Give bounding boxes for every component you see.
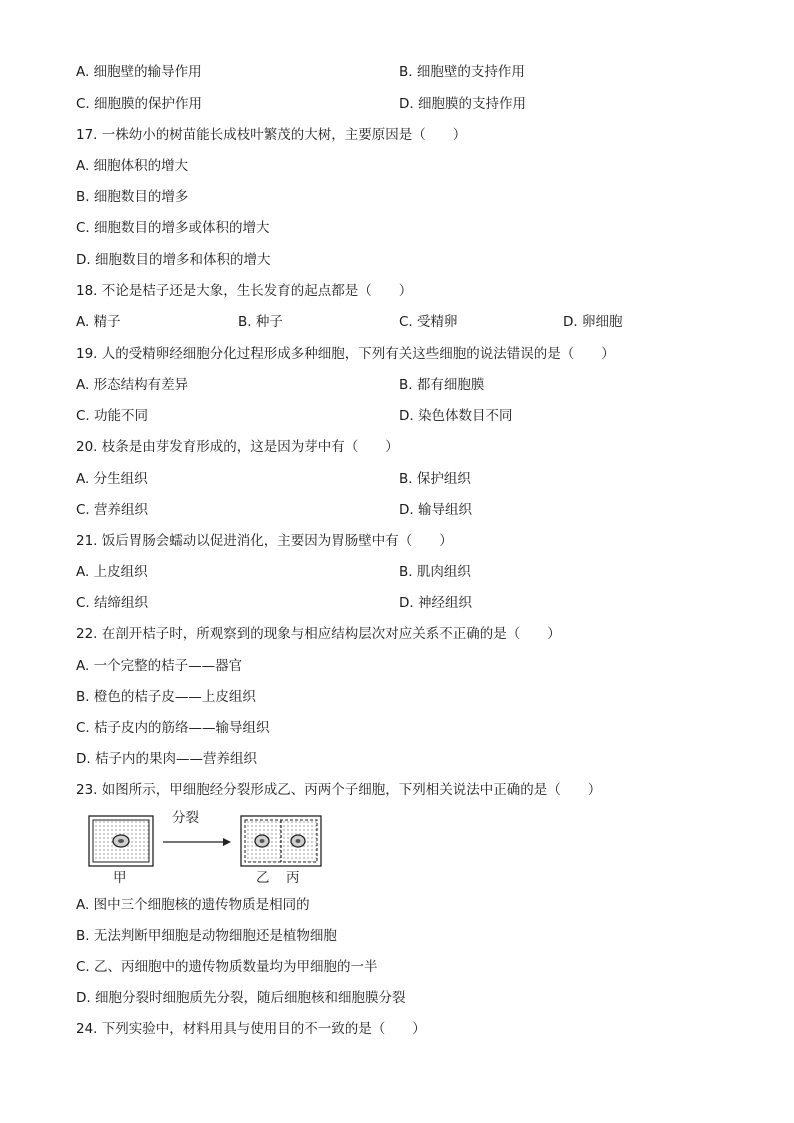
cell-division-diagram [86, 812, 326, 872]
q18-option-b: B. 种子 [238, 314, 283, 330]
q18-option-a: A. 精子 [76, 314, 121, 330]
arrow-label-fenlie: 分裂 [172, 810, 199, 826]
q24-stem: 24. 下列实验中，材料用具与使用目的不一致的是（ ） [76, 1021, 426, 1037]
q19-option-a: A. 形态结构有差异 [76, 377, 189, 393]
q19-option-b: B. 都有细胞膜 [399, 377, 485, 393]
label-bing: 丙 [286, 870, 300, 886]
q23-stem: 23. 如图所示，甲细胞经分裂形成乙、丙两个子细胞，下列相关说法中正确的是（ ） [76, 782, 602, 798]
q18-option-c: C. 受精卵 [399, 314, 458, 330]
q23-option-b: B. 无法判断甲细胞是动物细胞还是植物细胞 [76, 928, 337, 944]
q16-option-c: C. 细胞膜的保护作用 [76, 96, 203, 112]
q22-stem: 22. 在剖开桔子时，所观察到的现象与相应结构层次对应关系不正确的是（ ） [76, 626, 561, 642]
q20-option-d: D. 输导组织 [399, 502, 472, 518]
q17-stem: 17. 一株幼小的树苗能长成枝叶繁茂的大树，主要原因是（ ） [76, 127, 467, 143]
q22-option-d: D. 桔子内的果肉——营养组织 [76, 751, 257, 767]
q17-option-c: C. 细胞数目的增多或体积的增大 [76, 220, 270, 236]
label-yi: 乙 [256, 870, 270, 886]
division-arrow [163, 838, 231, 846]
q21-option-a: A. 上皮组织 [76, 564, 148, 580]
q23-option-c: C. 乙、丙细胞中的遗传物质数量均为甲细胞的一半 [76, 959, 378, 975]
q22-option-c: C. 桔子皮内的筋络——输导组织 [76, 720, 270, 736]
q19-option-c: C. 功能不同 [76, 408, 149, 424]
q20-option-c: C. 营养组织 [76, 502, 149, 518]
q21-option-c: C. 结缔组织 [76, 595, 149, 611]
q22-option-b: B. 橙色的桔子皮——上皮组织 [76, 689, 256, 705]
q21-stem: 21. 饭后胃肠会蠕动以促进消化，主要因为胃肠壁中有（ ） [76, 533, 453, 549]
q23-option-d: D. 细胞分裂时细胞质先分裂，随后细胞核和细胞膜分裂 [76, 990, 406, 1006]
cell-jia [89, 816, 153, 866]
q20-option-b: B. 保护组织 [399, 471, 471, 487]
q18-stem: 18. 不论是桔子还是大象，生长发育的起点都是（ ） [76, 283, 413, 299]
q19-stem: 19. 人的受精卵经细胞分化过程形成多种细胞，下列有关这些细胞的说法错误的是（ ） [76, 346, 615, 362]
q17-option-b: B. 细胞数目的增多 [76, 189, 189, 205]
cell-division-figure [86, 812, 326, 890]
q16-option-d: D. 细胞膜的支持作用 [399, 96, 526, 112]
label-jia: 甲 [113, 870, 127, 886]
q17-option-d: D. 细胞数目的增多和体积的增大 [76, 252, 271, 268]
cells-yi-bing [241, 816, 321, 866]
q16-option-b: B. 细胞壁的支持作用 [399, 64, 525, 80]
q21-option-d: D. 神经组织 [399, 595, 472, 611]
q23-option-a: A. 图中三个细胞核的遗传物质是相同的 [76, 897, 310, 913]
q16-option-a: A. 细胞壁的输导作用 [76, 64, 202, 80]
q22-option-a: A. 一个完整的桔子——器官 [76, 658, 243, 674]
q19-option-d: D. 染色体数目不同 [399, 408, 513, 424]
q20-option-a: A. 分生组织 [76, 471, 148, 487]
q17-option-a: A. 细胞体积的增大 [76, 158, 189, 174]
q21-option-b: B. 肌肉组织 [399, 564, 471, 580]
q18-option-d: D. 卵细胞 [563, 314, 623, 330]
q20-stem: 20. 枝条是由芽发育形成的，这是因为芽中有（ ） [76, 439, 399, 455]
